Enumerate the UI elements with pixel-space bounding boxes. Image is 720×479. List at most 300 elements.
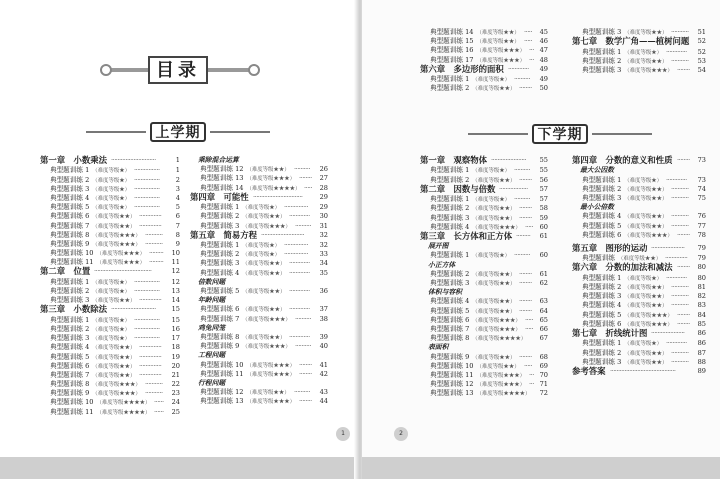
page-ref: 64 [539, 306, 548, 315]
chapter-title: 第一章 小数乘法 [40, 155, 107, 165]
dot-leader: ················ [134, 193, 160, 202]
entry-label: 典型题训练 10 （难度等级★★） [430, 361, 520, 370]
toc-entry [572, 349, 706, 358]
entry-label: 典型题训练 5 （难度等级★★★） [582, 310, 673, 319]
toc-entry [572, 194, 706, 203]
toc-entry [40, 249, 180, 258]
page-ref: 20 [171, 361, 180, 370]
difficulty-rating: （难度等级★★★） [472, 317, 521, 324]
entry-label: 典型题训练 6 （难度等级★★） [200, 305, 286, 314]
page-ref: 53 [697, 56, 706, 65]
difficulty-rating: （难度等级★） [92, 317, 131, 324]
difficulty-rating: （难度等级★★） [624, 303, 668, 310]
toc-entry [572, 231, 706, 240]
difficulty-rating: （难度等级★★） [246, 390, 290, 397]
entry-label: 典型题训练 2 （难度等级★） [50, 175, 131, 184]
page-ref: 71 [539, 380, 548, 389]
entry-label: 典型题训练 5 （难度等级★） [50, 203, 131, 212]
difficulty-rating: （难度等级★★） [472, 271, 516, 278]
toc-entry [572, 176, 706, 185]
toc-entry [40, 287, 180, 296]
page-ref: 35 [319, 268, 328, 277]
section-heading [190, 156, 328, 165]
page-ref: 25 [171, 407, 180, 416]
difficulty-rating: （难度等级★★） [624, 30, 668, 36]
page-ref: 6 [175, 212, 180, 221]
dot-leader: ····· [525, 324, 533, 333]
toc-entry [190, 241, 328, 250]
chapter-entry [572, 263, 706, 273]
difficulty-rating: （难度等级★★★★） [96, 409, 151, 416]
dot-leader: ··········· [671, 212, 689, 221]
toc-entry [190, 287, 328, 296]
toc-entry [420, 195, 548, 204]
page-ref: 83 [697, 301, 706, 310]
dot-leader: ················ [134, 334, 160, 343]
chapter-entry [40, 305, 180, 315]
difficulty-rating: （难度等级★★） [92, 372, 136, 379]
entry-label: 典型题训练 11 （难度等级★★★） [430, 370, 525, 379]
page-ref: 17 [171, 334, 180, 343]
toc-entry [190, 388, 328, 397]
difficulty-rating: （难度等级★★） [472, 281, 516, 288]
page-ref: 31 [319, 221, 328, 230]
difficulty-rating: （难度等级★★） [242, 289, 286, 296]
difficulty-rating: （难度等级★） [242, 205, 281, 212]
dot-leader: ··············· [284, 241, 308, 250]
entry-label: 典型题训练 5 （难度等级★★） [50, 352, 136, 361]
dot-leader: ····· [304, 183, 312, 192]
difficulty-rating: （难度等级★★★） [472, 224, 521, 231]
difficulty-rating: （难度等级★★★） [624, 232, 673, 239]
page-ref: 33 [319, 250, 328, 259]
difficulty-rating: （难度等级★★） [472, 354, 516, 361]
entry-label: 典型题训练 1 （难度等级★） [50, 166, 131, 175]
dot-leader: ··········· [671, 56, 689, 65]
entry-label: 典型题训练 8 （难度等级★★★★） [430, 334, 527, 343]
toc-entry [420, 353, 548, 362]
dot-leader: ················ [134, 184, 160, 193]
dot-leader: ···························· [111, 305, 156, 314]
page-ref: 56 [539, 175, 548, 184]
difficulty-rating: （难度等级★★★★） [472, 336, 527, 343]
dot-leader: ··········· [145, 380, 163, 389]
section-title: 倍数问题 [198, 277, 226, 286]
page-ref: 29 [319, 192, 328, 201]
entry-label: 典型题训练 3 （难度等级★★） [582, 292, 668, 301]
chapter-title: 第二章 因数与倍数 [420, 183, 496, 194]
difficulty-rating: （难度等级★） [242, 243, 281, 250]
dot-leader: ················ [134, 324, 160, 333]
toc-entry [420, 316, 548, 325]
difficulty-rating: （难度等级★） [242, 252, 281, 259]
difficulty-rating: （难度等级★） [92, 168, 131, 175]
entry-label: 典型题训练 9 （难度等级★★★） [50, 239, 141, 248]
section-title: 体积与容积 [428, 288, 462, 297]
difficulty-rating: （难度等级★★） [472, 206, 516, 213]
chapter-entry [40, 156, 180, 166]
difficulty-rating: （难度等级★★） [92, 214, 136, 221]
page-ref: 47 [539, 46, 548, 55]
entry-label: 典型题训练 9 （难度等级★★） [430, 352, 516, 361]
dot-leader: ············· [289, 212, 310, 221]
difficulty-rating: （难度等级★★） [472, 215, 516, 222]
toc-entry [190, 259, 328, 268]
page-ref: 70 [539, 370, 548, 379]
dot-leader: ············· [289, 268, 310, 277]
toc-entry [420, 75, 548, 84]
toc-entry [40, 362, 180, 371]
difficulty-rating: （难度等级★） [624, 177, 663, 184]
dot-leader: ·············· [139, 221, 162, 230]
toc-entry [40, 194, 180, 203]
difficulty-rating: （难度等级★） [92, 186, 131, 193]
page-number: 2 [394, 427, 408, 441]
dot-leader: ········ [677, 156, 690, 164]
entry-label: 典型题训练 1 （难度等级★） [582, 175, 663, 184]
dot-leader: ····················· [651, 328, 685, 337]
toc-entry [190, 269, 328, 278]
page-ref: 77 [697, 221, 706, 230]
dot-leader: ··· [529, 46, 534, 55]
chapter-title: 第一章 观察物体 [420, 155, 487, 165]
dot-leader: ············· [666, 273, 687, 282]
toc-entry [572, 66, 706, 75]
entry-label: 典型题训练 4 （难度等级★★★） [430, 222, 521, 231]
entry-label: 典型题训练 12 （难度等级★★） [200, 388, 290, 397]
page-ref: 8 [175, 230, 180, 239]
toc-entry [40, 380, 180, 389]
entry-label: 典型题训练 14 （难度等级★★★★） [200, 183, 301, 192]
dot-leader: ··········· [671, 301, 689, 310]
page-ref: 23 [171, 389, 180, 398]
entry-label: 典型题训练 1 （难度等级★） [50, 315, 131, 324]
page-ref: 4 [175, 193, 180, 202]
difficulty-rating: （难度等级★★★★） [246, 185, 301, 192]
page-ref: 19 [171, 352, 180, 361]
dot-leader: ······················ [491, 156, 527, 164]
page-ref: 67 [539, 334, 548, 343]
entry-label: 典型题训练 6 （难度等级★★） [50, 212, 136, 221]
difficulty-rating: （难度等级★★） [617, 256, 662, 263]
entry-label: 典型题训练 1 （难度等级★） [200, 241, 281, 250]
difficulty-rating: （难度等级★★） [472, 308, 516, 315]
chapter-title: 第七章 数学广角——植树问题 [572, 36, 690, 47]
page-footer [0, 457, 358, 479]
difficulty-rating: （难度等级★） [472, 77, 511, 84]
difficulty-rating: （难度等级★★） [624, 195, 668, 202]
chapter-entry [572, 244, 706, 254]
entry-label: 典型题训练 13 （难度等级★★★） [200, 397, 295, 406]
entry-label: 典型题训练 1 （难度等级★） [582, 47, 663, 56]
dot-leader: ················ [134, 277, 160, 286]
dot-leader: ········· [149, 258, 164, 267]
entry-label: 典型题训练 2 （难度等级★★） [582, 56, 668, 65]
page-ref: 36 [319, 287, 328, 296]
page-ref: 37 [319, 305, 328, 314]
chapter-title: 第六章 分数的加法和减法 [572, 262, 673, 273]
difficulty-rating: （难度等级★） [472, 253, 511, 260]
entry-label: 典型题训练 9 （难度等级★★★） [200, 342, 291, 351]
difficulty-rating: （难度等级★★） [246, 167, 290, 174]
toc-entry [40, 408, 180, 417]
chapter-title: 第七章 折线统计图 [572, 327, 648, 338]
difficulty-rating: （难度等级★★★） [242, 316, 291, 323]
difficulty-rating: （难度等级★★） [92, 354, 136, 361]
page-ref: 13 [171, 287, 180, 296]
entry-label: 典型题训练 6 （难度等级★★★） [582, 230, 673, 239]
dot-leader: ········ [677, 230, 690, 239]
toc-entry [190, 397, 328, 406]
chapter-entry [420, 156, 548, 166]
page-ref: 68 [539, 352, 548, 361]
entry-label: 典型题训练 10 （难度等级★★★） [50, 249, 145, 258]
toc-entry [420, 28, 548, 37]
dot-leader: ················ [134, 203, 160, 212]
dot-leader: ········ [299, 360, 312, 369]
difficulty-rating: （难度等级★★★） [246, 399, 295, 406]
section-title: 乘除混合运算 [198, 156, 239, 164]
difficulty-rating: （难度等级★） [92, 177, 131, 184]
page-ref: 9 [175, 239, 180, 248]
toc-entry [40, 316, 180, 325]
page-ref: 16 [171, 324, 180, 333]
entry-label: 典型题训练 1 （难度等级★） [582, 273, 663, 282]
entry-label: 典型题训练 3 （难度等级★★★） [582, 65, 673, 74]
dot-leader: ········ [299, 397, 312, 406]
difficulty-rating: （难度等级★★） [624, 359, 668, 366]
page-ref: 79 [697, 243, 706, 252]
page-ref: 59 [539, 213, 548, 222]
entry-label: 典型题训练 1 （难度等级★） [430, 75, 511, 84]
entry-label: 典型题训练 2 （难度等级★★） [200, 212, 286, 221]
chapter-title: 第二章 位置 [40, 266, 91, 277]
chapter-entry [572, 367, 706, 377]
page-ref: 5 [175, 203, 180, 212]
entry-label: 典型题训练 4 （难度等级★★） [430, 297, 516, 306]
entry-label: 典型题训练 2 （难度等级★★） [430, 269, 516, 278]
difficulty-rating: （难度等级★★） [624, 186, 668, 193]
dot-leader: ········································· [610, 366, 676, 375]
dot-leader: ··· [529, 370, 534, 379]
dot-leader: ·········· [295, 221, 311, 230]
page-ref: 55 [539, 156, 548, 164]
entry-label: 典型题训练 4 （难度等级★） [50, 193, 131, 202]
page-ref: 43 [319, 388, 328, 397]
page-ref: 86 [697, 328, 706, 337]
entry-label: 典型题训练 1 （难度等级★） [430, 251, 511, 260]
chapter-title: 第四章 可能性 [190, 191, 249, 202]
section-title: 展开图 [428, 242, 449, 251]
page-ref: 11 [171, 258, 180, 267]
entry-label: 典型题训练 4 （难度等级★★） [582, 212, 668, 221]
difficulty-rating: （难度等级★★） [92, 363, 136, 370]
page-ref: 12 [171, 267, 180, 276]
entry-label: 典型题训练 2 （难度等级★★） [582, 348, 668, 357]
page-ref: 12 [171, 277, 180, 286]
page-ref: 65 [539, 315, 548, 324]
entry-label: 典型题训练 3 （难度等级★★） [430, 279, 516, 288]
difficulty-rating: （难度等级★） [624, 49, 663, 56]
entry-label: 典型题训练 1 （难度等级★） [50, 277, 131, 286]
toc-column [420, 28, 548, 94]
dot-leader: ········· [149, 249, 164, 258]
page-ref: 44 [319, 397, 328, 406]
entry-label: 典型题训练 14 （难度等级★★） [430, 28, 520, 36]
dot-leader: ········ [677, 310, 690, 319]
toc-entry [40, 278, 180, 287]
dot-leader: ········ [519, 297, 532, 306]
semester-label-first: 上学期 [150, 122, 206, 142]
page-ref: 45 [539, 28, 548, 36]
toc-entry [572, 283, 706, 292]
page-ref: 82 [697, 292, 706, 301]
difficulty-rating: （难度等级★） [92, 289, 131, 296]
dot-leader: ·············· [139, 370, 162, 379]
page-ref: 87 [697, 348, 706, 357]
entry-label: 典型题训练 5 （难度等级★★） [582, 221, 668, 230]
page-ref: 49 [539, 64, 548, 73]
page-ref: 73 [697, 175, 706, 184]
section-heading [572, 203, 706, 212]
section-heading [190, 379, 328, 388]
page-ref: 88 [697, 357, 706, 366]
page-ref: 66 [539, 324, 548, 333]
toc-entry [572, 212, 706, 221]
chapter-entry [572, 329, 706, 339]
entry-label: 典型题训练 4 （难度等级★★） [200, 268, 286, 277]
chapter-entry [420, 65, 548, 75]
page-ref: 15 [171, 305, 180, 314]
dot-leader: ········ [519, 352, 532, 361]
entry-label: 典型题训练 12 （难度等级★★★） [430, 380, 525, 389]
chapter-entry [40, 267, 180, 277]
toc-entry [572, 339, 706, 348]
difficulty-rating: （难度等级★★） [472, 299, 516, 306]
difficulty-rating: （难度等级★） [92, 336, 131, 343]
page-ref: 15 [171, 315, 180, 324]
page-ref: 84 [697, 310, 706, 319]
toc-entry [40, 203, 180, 212]
page-ref: 1 [175, 166, 180, 175]
page-ref: 46 [539, 37, 548, 46]
page-ref: 48 [539, 55, 548, 64]
toc-entry [40, 240, 180, 249]
entry-label: 典型题训练 4 （难度等级★★） [50, 343, 136, 352]
toc-entry [572, 48, 706, 57]
entry-label: 典型题训练 3 （难度等级★★） [582, 357, 668, 366]
dot-leader: ·············· [139, 343, 162, 352]
difficulty-rating: （难度等级★★） [242, 307, 286, 314]
dot-leader: ··········· [671, 292, 689, 301]
chapter-entry [572, 156, 706, 166]
entry-label: 典型题训练 3 （难度等级★） [50, 184, 131, 193]
difficulty-rating: （难度等级★★★） [472, 326, 521, 333]
entry-label: 典型题训练 10 （难度等级★★★） [200, 360, 295, 369]
page-ref: 60 [539, 251, 548, 260]
dot-leader: ········ [519, 269, 532, 278]
entry-label: 典型题训练 15 （难度等级★★） [430, 37, 520, 46]
entry-label: 典型题训练 12 （难度等级★★） [200, 165, 290, 174]
section-title: 最小公倍数 [580, 203, 614, 212]
page-ref: 52 [697, 37, 706, 46]
section-heading [190, 351, 328, 360]
page-ref: 2 [175, 175, 180, 184]
dot-leader: ··· [529, 55, 534, 64]
entry-label: 典型题训练 8 （难度等级★★★） [50, 230, 141, 239]
entry-label: 典型题训练 2 （难度等级★★） [430, 84, 516, 93]
page-ref: 26 [319, 165, 328, 174]
difficulty-rating: （难度等级★★） [242, 334, 286, 341]
toc-entry [420, 270, 548, 279]
page-ref: 80 [697, 263, 706, 272]
dot-leader: ··········· [671, 283, 689, 292]
section-heading [572, 166, 706, 175]
dot-leader: ·········· [514, 251, 530, 260]
page-ref: 41 [319, 360, 328, 369]
dot-leader: ···································· [94, 267, 152, 276]
entry-label: 典型题训练 3 （难度等级★★） [430, 213, 516, 222]
toc-entry [420, 46, 548, 55]
entry-label: 典型题训练 3 （难度等级★） [50, 334, 131, 343]
entry-label: 典型题训练 4 （难度等级★★） [582, 301, 668, 310]
chapter-title: 第五章 简易方程 [190, 229, 257, 240]
entry-label: 典型题训练 5 （难度等级★★） [430, 306, 516, 315]
dot-leader: ········ [519, 213, 532, 222]
section-title: 表面积 [428, 343, 449, 352]
toc-column [40, 156, 180, 417]
page-ref: 60 [539, 222, 548, 231]
toc-entry [40, 212, 180, 221]
page-ref: 34 [319, 259, 328, 268]
dot-leader: ············· [666, 339, 687, 348]
toc-entry [40, 371, 180, 380]
toc-entry [420, 325, 548, 334]
section-title: 行程问题 [198, 378, 226, 387]
page-ref: 24 [171, 398, 180, 407]
entry-label: 典型题训练 6 （难度等级★★） [50, 361, 136, 370]
entry-label: 典型题训练 6 （难度等级★★★） [582, 319, 673, 328]
dot-leader: ··························· [261, 230, 305, 239]
dot-leader: ····· [524, 37, 532, 46]
dot-leader: ··········· [671, 357, 689, 366]
dot-leader: ·········· [514, 166, 530, 175]
section-title: 最大公因数 [580, 166, 614, 175]
dot-leader: ········ [299, 369, 312, 378]
page-ref: 29 [319, 203, 328, 212]
right-page [362, 0, 720, 479]
page-ref: 22 [171, 380, 180, 389]
dot-leader: ·········· [294, 165, 310, 174]
page-ref: 75 [697, 193, 706, 202]
toc-column [420, 156, 548, 398]
difficulty-rating: （难度等级★★） [92, 345, 136, 352]
section-title: 鸡兔同笼 [198, 323, 226, 332]
dot-leader: ··········· [145, 230, 163, 239]
dot-leader: ······ [154, 398, 164, 407]
dot-leader: ·················· [499, 184, 528, 193]
toc-entry [40, 334, 180, 343]
dot-leader: ·············· [139, 361, 162, 370]
difficulty-rating: （难度等级★★★） [92, 391, 141, 398]
entry-label: 典型题训练 2 （难度等级★★） [582, 283, 668, 292]
dot-leader: ················ [134, 166, 160, 175]
page-ref: 62 [539, 279, 548, 288]
difficulty-rating: （难度等级★★） [624, 350, 668, 357]
entry-label: 典型题训练 13 （难度等级★★★★） [430, 389, 531, 398]
toc-entry [190, 333, 328, 342]
dot-leader: ············· [289, 259, 310, 268]
